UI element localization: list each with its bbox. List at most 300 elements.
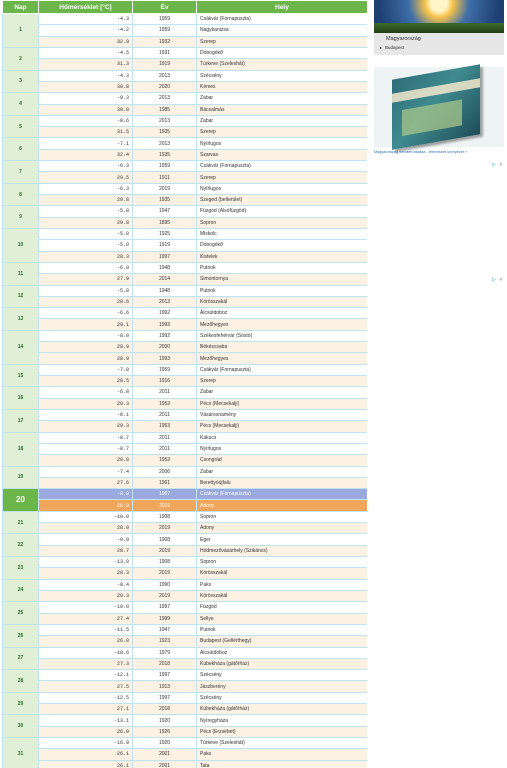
triangle-right-icon: ▸ <box>380 45 383 50</box>
place-cell: Füzgöd (Alsófüzgöd) <box>197 206 368 217</box>
temperature-cell: -12.1 <box>39 670 133 681</box>
place-cell: Bácsalmás <box>197 104 368 115</box>
table-row <box>3 658 368 669</box>
year-cell: 1953 <box>133 455 197 466</box>
day-number: 12 <box>3 285 39 308</box>
place-cell: Nyírlugos <box>197 138 368 149</box>
place-cell: Zabar <box>197 466 368 477</box>
day-number: 2 <box>3 47 39 70</box>
temperature-cell: 26.0 <box>39 726 133 737</box>
year-cell: 1959 <box>133 364 197 375</box>
day-number: 25 <box>3 602 39 625</box>
day-number: 20 <box>3 489 39 512</box>
table-row <box>3 432 368 443</box>
place-cell: Kistelek <box>197 251 368 262</box>
table-row <box>3 70 368 81</box>
temperature-cell: -11.5 <box>39 624 133 635</box>
temperature-cell: -6.8 <box>39 387 133 398</box>
place-cell: Pécs (Mecsekalji) <box>197 421 368 432</box>
day-number: 29 <box>3 692 39 715</box>
temperature-cell: 28.0 <box>39 523 133 534</box>
table-row <box>3 330 368 341</box>
temperature-cell: -8.6 <box>39 115 133 126</box>
table-row <box>3 398 368 409</box>
table-row <box>3 749 368 760</box>
year-cell: 1953 <box>133 398 197 409</box>
table-row <box>3 489 368 500</box>
place-cell: Szerep <box>197 127 368 138</box>
table-row <box>3 319 368 330</box>
place-cell: Nagykanizsa <box>197 25 368 36</box>
year-cell: 2000 <box>133 342 197 353</box>
temperature-cell: 28.9 <box>39 342 133 353</box>
year-cell: 1908 <box>133 557 197 568</box>
place-cell: Szeged (belterület) <box>197 195 368 206</box>
table-row <box>3 308 368 319</box>
day-number: 17 <box>3 409 39 432</box>
year-cell: 1919 <box>133 240 197 251</box>
year-cell: 2019 <box>133 500 197 511</box>
year-cell: 2013 <box>133 115 197 126</box>
year-cell: 2019 <box>133 590 197 601</box>
temperature-cell: -4.3 <box>39 14 133 25</box>
header-place: Hely <box>197 1 368 14</box>
place-cell: Vásárosnamény <box>197 409 368 420</box>
table-row <box>3 443 368 454</box>
place-cell: Jászberény <box>197 681 368 692</box>
year-cell: 1935 <box>133 127 197 138</box>
temperature-cell: -13.0 <box>39 557 133 568</box>
temperature-cell: -13.1 <box>39 715 133 726</box>
place-cell: Paks <box>197 749 368 760</box>
table-row <box>3 624 368 635</box>
temperature-cell: -10.0 <box>39 602 133 613</box>
year-cell: 2013 <box>133 138 197 149</box>
table-row <box>3 670 368 681</box>
year-cell: 1895 <box>133 217 197 228</box>
ad-hungary-link[interactable] <box>380 45 404 50</box>
temperature-cell: 30.8 <box>39 81 133 92</box>
day-number: 28 <box>3 670 39 693</box>
year-cell: 1959 <box>133 161 197 172</box>
day-number: 9 <box>3 206 39 229</box>
header-temp: Hőmérséklet [°C] <box>39 1 133 14</box>
table-row <box>3 511 368 522</box>
table-row <box>3 613 368 624</box>
temperature-cell: 26.1 <box>39 760 133 768</box>
records-table <box>2 0 367 768</box>
table-row <box>3 195 368 206</box>
day-number: 27 <box>3 647 39 670</box>
place-cell: Budapest (Gellérthegy) <box>197 636 368 647</box>
temperature-cell: -10.6 <box>39 647 133 658</box>
year-cell: 1997 <box>133 670 197 681</box>
ad-hungary-title[interactable]: Magyarország <box>386 36 421 42</box>
ad-choices-2[interactable] <box>492 277 504 283</box>
table-row <box>3 692 368 703</box>
table-row <box>3 115 368 126</box>
temperature-cell: -4.2 <box>39 25 133 36</box>
table-row <box>3 161 368 172</box>
year-cell: 1908 <box>133 511 197 522</box>
year-cell: 1997 <box>133 692 197 703</box>
year-cell: 1959 <box>133 14 197 25</box>
year-cell: 2011 <box>133 387 197 398</box>
place-cell: Sopron <box>197 217 368 228</box>
year-cell: 1997 <box>133 602 197 613</box>
temperature-cell: -6.6 <box>39 308 133 319</box>
place-cell: Kübekháza (gátőrház) <box>197 704 368 715</box>
table-row <box>3 636 368 647</box>
year-cell: 1993 <box>133 319 197 330</box>
day-number: 7 <box>3 161 39 184</box>
table-row <box>3 36 368 47</box>
table-row <box>3 557 368 568</box>
place-cell: Körösszakál <box>197 296 368 307</box>
place-cell: Túrkeve (Szeleshát) <box>197 59 368 70</box>
day-number: 11 <box>3 262 39 285</box>
table-row <box>3 590 368 601</box>
year-cell: 1979 <box>133 647 197 658</box>
place-cell: Putnok <box>197 285 368 296</box>
year-cell: 1913 <box>133 681 197 692</box>
records-table-wrap <box>2 0 367 768</box>
place-cell: Sopron <box>197 511 368 522</box>
year-cell: 1948 <box>133 262 197 273</box>
place-cell: Mezőhegyes <box>197 319 368 330</box>
place-cell: Kakucs <box>197 432 368 443</box>
temperature-cell: 29.8 <box>39 217 133 228</box>
temperature-cell: 26.1 <box>39 749 133 760</box>
table-row <box>3 59 368 70</box>
place-cell: Zabar <box>197 387 368 398</box>
table-row <box>3 726 368 737</box>
temperature-cell: -8.4 <box>39 579 133 590</box>
temperature-cell: 28.7 <box>39 545 133 556</box>
table-row <box>3 183 368 194</box>
temperature-cell: -6.3 <box>39 183 133 194</box>
place-cell: Simontornya <box>197 274 368 285</box>
year-cell: 1923 <box>133 636 197 647</box>
day-number: 8 <box>3 183 39 206</box>
year-cell: 1925 <box>133 228 197 239</box>
year-cell: 1908 <box>133 534 197 545</box>
year-cell: 1997 <box>133 251 197 262</box>
temperature-cell: 29.5 <box>39 172 133 183</box>
table-row <box>3 568 368 579</box>
year-cell: 1935 <box>133 149 197 160</box>
table-row <box>3 376 368 387</box>
place-cell: Alcsútdoboz <box>197 647 368 658</box>
place-cell: Alcsútdoboz <box>197 308 368 319</box>
year-cell: 1992 <box>133 308 197 319</box>
temperature-cell: 27.9 <box>39 274 133 285</box>
temperature-cell: -9.0 <box>39 534 133 545</box>
table-row <box>3 240 368 251</box>
table-row <box>3 206 368 217</box>
day-number: 21 <box>3 511 39 534</box>
table-row <box>3 217 368 228</box>
day-number: 6 <box>3 138 39 161</box>
place-cell: Szarvas <box>197 149 368 160</box>
temperature-cell: -8.1 <box>39 409 133 420</box>
year-cell: 1935 <box>133 195 197 206</box>
day-number: 26 <box>3 624 39 647</box>
ad-choices-1[interactable] <box>492 162 504 168</box>
day-number: 1 <box>3 14 39 48</box>
year-cell: 1953 <box>133 421 197 432</box>
temperature-cell: 29.3 <box>39 398 133 409</box>
table-row <box>3 296 368 307</box>
place-cell: Csákvár (Fornapuszta) <box>197 14 368 25</box>
place-cell: Csongrád <box>197 455 368 466</box>
place-cell: Adony <box>197 500 368 511</box>
temperature-cell: -8.0 <box>39 489 133 500</box>
table-row <box>3 353 368 364</box>
table-row <box>3 251 368 262</box>
day-number: 5 <box>3 115 39 138</box>
year-cell: 1920 <box>133 738 197 749</box>
place-cell: Nyíregyháza <box>197 715 368 726</box>
year-cell: 2013 <box>133 296 197 307</box>
temperature-cell: 27.4 <box>39 613 133 624</box>
temperature-cell: 27.6 <box>39 477 133 488</box>
temperature-cell: 29.1 <box>39 319 133 330</box>
place-cell: Berettyóújfalu <box>197 477 368 488</box>
temperature-cell: -6.0 <box>39 262 133 273</box>
temperature-cell: 28.6 <box>39 296 133 307</box>
year-cell: 2001 <box>133 760 197 768</box>
year-cell: 1931 <box>133 47 197 58</box>
table-row <box>3 455 368 466</box>
table-row <box>3 14 368 25</box>
table-row <box>3 647 368 658</box>
temperature-cell: 32.9 <box>39 36 133 47</box>
header-nap: Nap <box>3 1 39 14</box>
place-cell: Nyírlugos <box>197 183 368 194</box>
year-cell: 2011 <box>133 443 197 454</box>
place-cell: Szerep <box>197 172 368 183</box>
year-cell: 1959 <box>133 25 197 36</box>
table-row <box>3 285 368 296</box>
temperature-cell: -10.0 <box>39 511 133 522</box>
temperature-cell: 26.0 <box>39 636 133 647</box>
place-cell: Sopron <box>197 557 368 568</box>
year-cell: 1990 <box>133 579 197 590</box>
temperature-cell: -6.3 <box>39 161 133 172</box>
place-cell: Kémes <box>197 81 368 92</box>
place-cell: Csákvár (Fornapuszta) <box>197 161 368 172</box>
year-cell: 1947 <box>133 624 197 635</box>
place-cell: Putnok <box>197 624 368 635</box>
place-cell: Székesfehérvár (Sóstó) <box>197 330 368 341</box>
place-cell: Tata <box>197 760 368 768</box>
year-cell: 2013 <box>133 93 197 104</box>
temperature-cell: -4.3 <box>39 70 133 81</box>
place-cell: Szécsény <box>197 692 368 703</box>
place-cell: Putnok <box>197 262 368 273</box>
header-year: Év <box>133 1 197 14</box>
place-cell: Békéscsaba <box>197 342 368 353</box>
day-number: 30 <box>3 715 39 738</box>
records-body <box>3 14 368 768</box>
temperature-cell: 28.5 <box>39 376 133 387</box>
place-cell: Miskolc <box>197 228 368 239</box>
table-row <box>3 421 368 432</box>
year-cell: 2019 <box>133 183 197 194</box>
year-cell: 1926 <box>133 726 197 737</box>
temperature-cell: -4.5 <box>39 47 133 58</box>
table-row <box>3 127 368 138</box>
place-cell: Csákvár (Fornapuszta) <box>197 489 368 500</box>
table-row <box>3 409 368 420</box>
table-row <box>3 534 368 545</box>
year-cell: 1919 <box>133 59 197 70</box>
table-row <box>3 545 368 556</box>
place-cell: Pécs (Mecsekalji) <box>197 398 368 409</box>
temperature-cell: 28.9 <box>39 353 133 364</box>
place-cell: Mezőhegyes <box>197 353 368 364</box>
year-cell: 2011 <box>133 409 197 420</box>
year-cell: 2018 <box>133 704 197 715</box>
table-row <box>3 93 368 104</box>
temperature-cell: 27.1 <box>39 704 133 715</box>
place-cell: Adony <box>197 523 368 534</box>
day-number: 15 <box>3 364 39 387</box>
year-cell: 1948 <box>133 285 197 296</box>
temperature-cell: -16.9 <box>39 738 133 749</box>
year-cell: 1961 <box>133 477 197 488</box>
place-cell: Füzgöd <box>197 602 368 613</box>
temperature-cell: 27.3 <box>39 658 133 669</box>
place-cell: Eger <box>197 534 368 545</box>
year-cell: 1920 <box>133 715 197 726</box>
year-cell: 1993 <box>133 353 197 364</box>
close-icon[interactable]: ✕ <box>498 277 505 283</box>
temperature-cell: 28.3 <box>39 251 133 262</box>
table-row <box>3 228 368 239</box>
day-number: 18 <box>3 432 39 466</box>
temperature-cell: 29.3 <box>39 421 133 432</box>
place-cell: Sellye <box>197 613 368 624</box>
place-cell: Túrkeve (Szeleshát) <box>197 738 368 749</box>
temperature-cell: 29.3 <box>39 590 133 601</box>
table-row <box>3 500 368 511</box>
temperature-cell: 32.4 <box>39 149 133 160</box>
temperature-cell: 27.5 <box>39 681 133 692</box>
temperature-cell: -7.1 <box>39 138 133 149</box>
table-row <box>3 172 368 183</box>
place-cell: Csákvár (Fornapuszta) <box>197 364 368 375</box>
table-row <box>3 760 368 768</box>
ad-book-caption[interactable]: Magyarország nemzeti atlasza - természeti környezet » <box>374 150 468 154</box>
table-row <box>3 704 368 715</box>
table-row <box>3 274 368 285</box>
place-cell: Szerep <box>197 36 368 47</box>
temperature-cell: 28.8 <box>39 455 133 466</box>
ad-hungary-link-label: Budapest <box>385 45 405 50</box>
table-header-row <box>3 1 368 14</box>
place-cell: Szécsény <box>197 670 368 681</box>
year-cell: 1985 <box>133 104 197 115</box>
table-row <box>3 149 368 160</box>
table-row <box>3 715 368 726</box>
table-row <box>3 342 368 353</box>
year-cell: 2013 <box>133 70 197 81</box>
table-row <box>3 738 368 749</box>
temperature-cell: 31.3 <box>39 59 133 70</box>
place-cell: Hódmezővásárhely (Szikáncs) <box>197 545 368 556</box>
temperature-cell: -12.5 <box>39 692 133 703</box>
ad-hungary-image[interactable] <box>374 0 504 33</box>
close-icon[interactable]: ✕ <box>498 162 505 168</box>
year-cell: 1932 <box>133 36 197 47</box>
table-row <box>3 523 368 534</box>
temperature-cell: 28.3 <box>39 568 133 579</box>
table-row <box>3 602 368 613</box>
ad-choices-icon: ▷ <box>492 162 497 168</box>
table-row <box>3 477 368 488</box>
year-cell: 2019 <box>133 545 197 556</box>
day-number: 10 <box>3 228 39 262</box>
year-cell: 2006 <box>133 466 197 477</box>
year-cell: 2020 <box>133 81 197 92</box>
year-cell: 2019 <box>133 523 197 534</box>
place-cell: Kübekháza (gátőrház) <box>197 658 368 669</box>
year-cell: 1967 <box>133 489 197 500</box>
temperature-cell: -7.4 <box>39 466 133 477</box>
temperature-cell: -5.0 <box>39 228 133 239</box>
year-cell: 2001 <box>133 749 197 760</box>
place-cell: Szerep <box>197 376 368 387</box>
place-cell: Dobogókő <box>197 47 368 58</box>
table-row <box>3 364 368 375</box>
day-number: 16 <box>3 387 39 410</box>
temperature-cell: 28.9 <box>39 500 133 511</box>
place-cell: Nyírlugos <box>197 443 368 454</box>
temperature-cell: -8.0 <box>39 330 133 341</box>
place-cell: Pécs (Erzsébet) <box>197 726 368 737</box>
place-cell: Zabar <box>197 93 368 104</box>
day-number: 24 <box>3 579 39 602</box>
day-number: 19 <box>3 466 39 489</box>
table-row <box>3 681 368 692</box>
temperature-cell: -5.0 <box>39 240 133 251</box>
day-number: 4 <box>3 93 39 116</box>
day-number: 23 <box>3 557 39 580</box>
place-cell: Szécsény <box>197 70 368 81</box>
temperature-cell: -8.7 <box>39 432 133 443</box>
day-number: 13 <box>3 308 39 331</box>
day-number: 22 <box>3 534 39 557</box>
temperature-cell: 30.0 <box>39 104 133 115</box>
place-cell: Körösszakál <box>197 590 368 601</box>
table-row <box>3 387 368 398</box>
year-cell: 1916 <box>133 376 197 387</box>
ad-choices-icon: ▷ <box>492 277 497 283</box>
year-cell: 2014 <box>133 274 197 285</box>
day-number: 14 <box>3 330 39 364</box>
place-cell: Paks <box>197 579 368 590</box>
place-cell: Körösszakál <box>197 568 368 579</box>
table-row <box>3 579 368 590</box>
table-row <box>3 262 368 273</box>
temperature-cell: -8.7 <box>39 443 133 454</box>
temperature-cell: -5.8 <box>39 206 133 217</box>
year-cell: 2011 <box>133 432 197 443</box>
day-number: 31 <box>3 738 39 768</box>
temperature-cell: -9.3 <box>39 93 133 104</box>
